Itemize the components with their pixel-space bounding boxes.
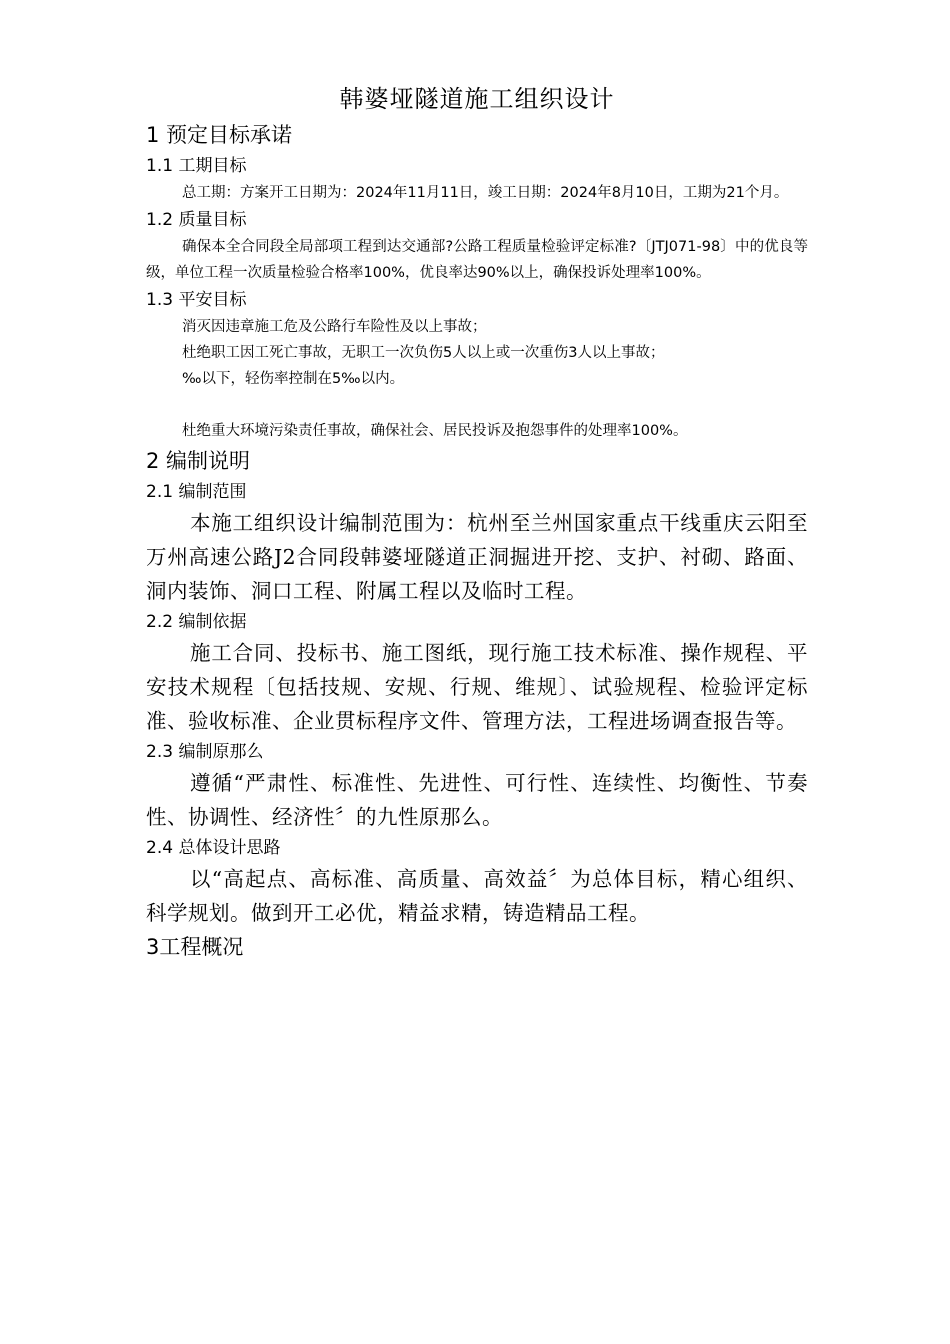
subsection-heading-2-1: 2.1 编制范围	[146, 482, 247, 502]
document-title: 韩婆垭隧道施工组织设计	[339, 85, 615, 113]
subsection-heading-2-3: 2.3 编制原那么	[146, 742, 264, 762]
paragraph-basis: 施工合同、投标书、施工图纸，现行施工技术标准、操作规程、平安技术规程〔包括技规、安规、行规、维规〕、试验规程、检验评定标准、验收标准、企业贯标程序文件、管理方法，工程进场调查报告等。	[146, 641, 808, 733]
subsection-heading-2-2: 2.2 编制依据	[146, 612, 247, 632]
paragraph-safety-target-4: 杜绝重大环境污染责任事故，确保社会、居民投诉及抱怨事件的处理率100%。	[182, 423, 688, 439]
document-body	[146, 82, 808, 964]
subsection-heading-1-2: 1.2 质量目标	[146, 210, 247, 230]
subsection-heading-2-4: 2.4 总体设计思路	[146, 838, 281, 858]
section-heading-1: 1 预定目标承诺	[146, 123, 293, 147]
paragraph-safety-target-3: ‰以下，轻伤率控制在5‰以内。	[182, 371, 405, 387]
paragraph-safety-target-2: 杜绝职工因工死亡事故，无职工一次负伤5人以上或一次重伤3人以上事故；	[182, 345, 665, 361]
paragraph-design-approach: 以“高起点、高标准、高质量、高效益〞为总体目标，精心组织、科学规划。做到开工必优，精益求精，铸造精品工程。	[146, 867, 808, 925]
section-heading-3: 3工程概况	[146, 935, 244, 959]
paragraph-safety-target-1: 消灭因违章施工危及公路行车险性及以上事故；	[182, 319, 487, 335]
subsection-heading-1-3: 1.3 平安目标	[146, 290, 247, 310]
blank-line	[146, 392, 808, 418]
paragraph-scope: 本施工组织设计编制范围为：杭州至兰州国家重点干线重庆云阳至万州高速公路J2合同段韩婆垭隧道正洞掘进开挖、支护、衬砌、路面、洞内装饰、洞口工程、附属工程以及临时工程。	[146, 511, 808, 603]
subsection-heading-1-1: 1.1 工期目标	[146, 156, 247, 176]
paragraph-principles: 遵循“严肃性、标准性、先进性、可行性、连续性、均衡性、节奏性、协调性、经济性〞的九性原那么。	[146, 771, 808, 829]
paragraph-quality-target: 确保本全合同段全局部项工程到达交通部?公路工程质量检验评定标准?〔JTJ071-98〕中的优良等级，单位工程一次质量检验合格率100%，优良率达90%以上，确保投诉处理率100%。	[146, 239, 808, 281]
section-heading-2: 2 编制说明	[146, 449, 251, 473]
paragraph-schedule-target: 总工期：方案开工日期为：2024年11月11日，竣工日期：2024年8月10日，工期为21个月。	[182, 185, 789, 201]
